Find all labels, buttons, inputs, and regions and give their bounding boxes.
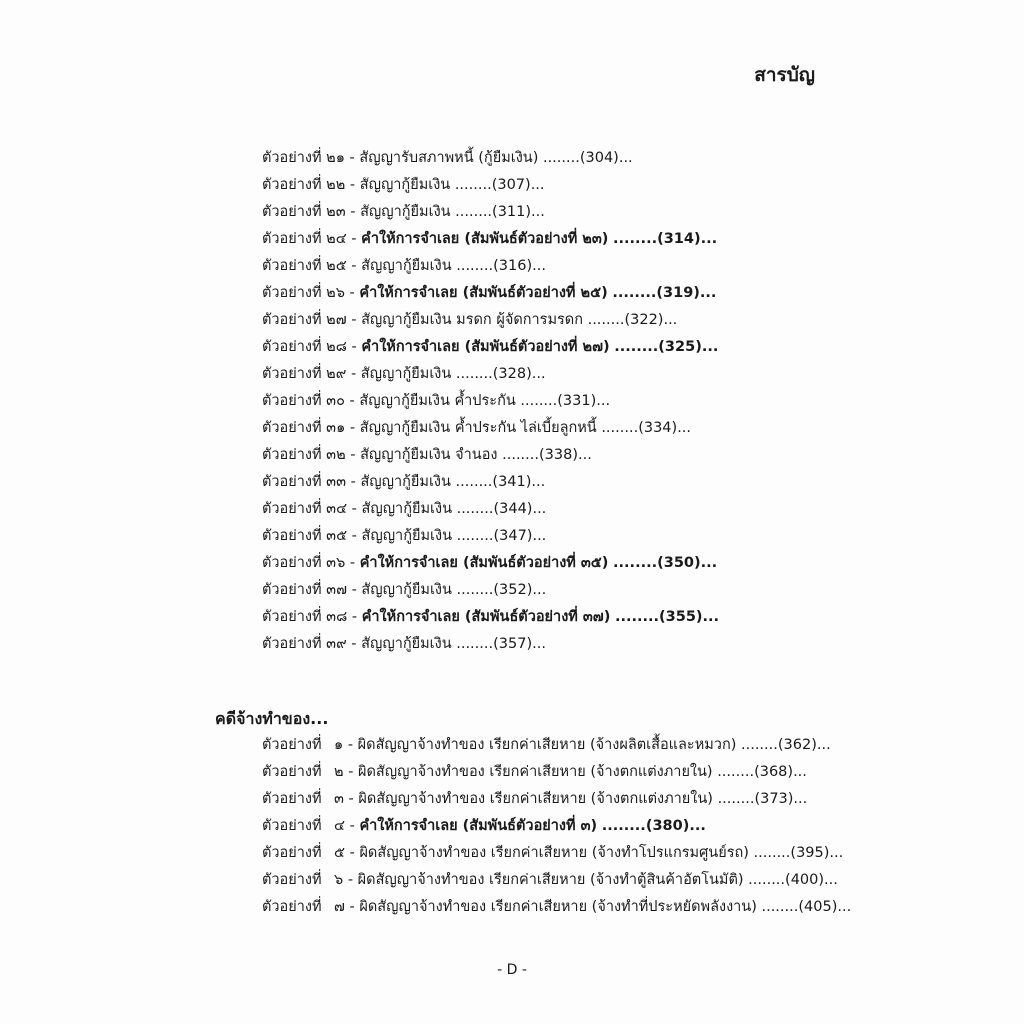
- entry-title: คำให้การจำเลย (สัมพันธ์ตัวอย่างที่ ๒๓): [361, 231, 609, 247]
- leader-dots: ........: [612, 285, 657, 301]
- page-ref: (368)...: [754, 764, 807, 780]
- toc-entry: ตัวอย่างที่ ๓๙ - สัญญากู้ยืมเงิน ........(357)...: [262, 636, 546, 652]
- leader-dots: ........: [741, 737, 778, 753]
- entry-title: ผิดสัญญาจ้างทำของ เรียกค่าเสียหาย (จ้างตกแต่งภายใน): [358, 764, 713, 780]
- entry-page: [455, 204, 545, 220]
- leader-dots: ........: [454, 177, 492, 193]
- entry-label: ตัวอย่างที่ ๒๓: [262, 204, 346, 220]
- entry-title: สัญญากู้ยืมเงิน: [361, 501, 452, 517]
- leader-dots: ........: [542, 150, 580, 166]
- entry-label: ตัวอย่างที่ ๓๔: [262, 501, 348, 517]
- entry-page: [718, 791, 808, 807]
- leader-dots: ........: [456, 582, 494, 598]
- page-number: - D -: [497, 962, 527, 978]
- entry-label: ตัวอย่างที่: [262, 764, 322, 780]
- toc-entry: ตัวอย่างที่ ๒๓ - สัญญากู้ยืมเงิน ........(311)...: [262, 204, 545, 220]
- leader-dots: ........: [753, 845, 791, 861]
- entry-number: ๔: [334, 818, 345, 834]
- toc-entry: ตัวอย่างที่ ๒๘ - คำให้การจำเลย (สัมพันธ์ตัวอย่างที่ ๒๗) ........(325)...: [262, 339, 719, 355]
- entry-page: [456, 474, 546, 490]
- leader-dots: ........: [748, 872, 786, 888]
- toc-entry: ตัวอย่างที่ ๒ - ผิดสัญญาจ้างทำของ เรียกค่าเสียหาย (จ้างตกแต่งภายใน) ........(368)...: [262, 764, 807, 780]
- entry-label: ตัวอย่างที่: [262, 791, 322, 807]
- entry-label: ตัวอย่างที่ ๒๕: [262, 258, 347, 274]
- toc-entry: ตัวอย่างที่ ๒๖ - คำให้การจำเลย (สัมพันธ์ตัวอย่างที่ ๒๕) ........(319)...: [262, 285, 717, 301]
- entry-page: [613, 231, 717, 247]
- entry-title: สัญญากู้ยืมเงิน มรดก ผู้จัดการมรดก: [361, 312, 583, 328]
- page-ref: (314)...: [657, 231, 718, 247]
- page-ref: (355)...: [659, 609, 720, 625]
- toc-entry: ตัวอย่างที่ ๓๑ - สัญญากู้ยืมเงิน ค้ำประกัน ไล่เบี้ยลูกหนี้ ........(334)...: [262, 420, 692, 436]
- toc-entry: ตัวอย่างที่ ๓๗ - สัญญากู้ยืมเงิน ........(352)...: [262, 582, 547, 598]
- toc-entry: ตัวอย่างที่ ๓๖ - คำให้การจำเลย (สัมพันธ์ตัวอย่างที่ ๓๕) ........(350)...: [262, 555, 718, 571]
- entry-label: ตัวอย่างที่: [262, 818, 322, 834]
- page-ref: (373)...: [754, 791, 808, 807]
- entry-title: สัญญากู้ยืมเงิน จำนอง: [360, 447, 498, 463]
- leader-dots: ........: [613, 231, 658, 247]
- entry-page: [456, 258, 546, 274]
- leader-dots: ........: [717, 791, 755, 807]
- entry-title: สัญญารับสภาพหนี้ (กู้ยืมเงิน): [359, 150, 539, 166]
- leader-dots: ........: [717, 764, 755, 780]
- page-ref: (338)...: [539, 447, 592, 463]
- toc-entry: ตัวอย่างที่ ๑ - ผิดสัญญาจ้างทำของ เรียกค่าเสียหาย (จ้างผลิตเสื้อและหมวก) ........(362)...: [262, 737, 831, 753]
- entry-label: ตัวอย่างที่ ๓๑: [262, 420, 346, 436]
- entry-number: ๑: [334, 737, 344, 753]
- toc-entry: ตัวอย่างที่ ๒๑ - สัญญารับสภาพหนี้ (กู้ยืมเงิน) ........(304)...: [262, 150, 633, 166]
- toc-list-hire-of-work: [262, 735, 851, 924]
- leader-dots: ........: [587, 312, 625, 328]
- entry-title: คำให้การจำเลย (สัมพันธ์ตัวอย่างที่ ๓): [359, 818, 598, 834]
- entry-page: [748, 872, 838, 888]
- page-ref: (400)...: [785, 872, 838, 888]
- leader-dots: ........: [456, 528, 494, 544]
- toc-entry: ตัวอย่างที่ ๓ - ผิดสัญญาจ้างทำของ เรียกค่าเสียหาย (จ้างตกแต่งภายใน) ........(373)...: [262, 791, 808, 807]
- entry-title: สัญญากู้ยืมเงิน: [361, 528, 452, 544]
- entry-label: ตัวอย่างที่ ๓๐: [262, 393, 345, 409]
- section-heading: คดีจ้างทำของ...: [215, 709, 329, 728]
- page-ref: (341)...: [492, 474, 546, 490]
- leader-dots: ........: [614, 609, 660, 625]
- page-ref: (344)...: [493, 501, 547, 517]
- page-ref: (316)...: [493, 258, 546, 274]
- leader-dots: ........: [761, 899, 799, 915]
- toc-entry: ตัวอย่างที่ ๒๗ - สัญญากู้ยืมเงิน มรดก ผู้จัดการมรดก ........(322)...: [262, 312, 678, 328]
- toc-entry: ตัวอย่างที่ ๒๒ - สัญญากู้ยืมเงิน ........(307)...: [262, 177, 545, 193]
- leader-dots: ........: [456, 501, 494, 517]
- leader-dots: ........: [455, 204, 493, 220]
- entry-label: ตัวอย่างที่ ๓๙: [262, 636, 347, 652]
- entry-title: สัญญากู้ยืมเงิน: [361, 258, 452, 274]
- entry-page: [741, 737, 831, 753]
- entry-title: สัญญากู้ยืมเงิน ค้ำประกัน ไล่เบี้ยลูกหนี้: [359, 420, 597, 436]
- page-ref: (405)...: [798, 899, 852, 915]
- page-ref: (395)...: [790, 845, 844, 861]
- entry-page: [455, 177, 545, 193]
- entry-number: ๖: [334, 872, 344, 888]
- leader-dots: ........: [601, 420, 639, 436]
- entry-page: [502, 447, 592, 463]
- entry-label: ตัวอย่างที่ ๒๗: [262, 312, 347, 328]
- toc-entry: ตัวอย่างที่ ๒๕ - สัญญากู้ยืมเงิน ........(316)...: [262, 258, 546, 274]
- toc-entry: ตัวอย่างที่ ๒๔ - คำให้การจำเลย (สัมพันธ์ตัวอย่างที่ ๒๓) ........(314)...: [262, 231, 718, 247]
- page-ref: (357)...: [493, 636, 546, 652]
- page-ref: (322)...: [624, 312, 678, 328]
- entry-label: ตัวอย่างที่ ๒๑: [262, 150, 345, 166]
- entry-title: คำให้การจำเลย (สัมพันธ์ตัวอย่างที่ ๓๕): [359, 555, 609, 571]
- page-ref: (350)...: [657, 555, 718, 571]
- toc-entry: ตัวอย่างที่ ๓๓ - สัญญากู้ยืมเงิน ........(341)...: [262, 474, 546, 490]
- leader-dots: ........: [455, 366, 493, 382]
- entry-page: [456, 366, 546, 382]
- leader-dots: ........: [520, 393, 558, 409]
- page-ref: (380)...: [645, 818, 706, 834]
- entry-title: สัญญากู้ยืมเงิน: [360, 474, 451, 490]
- toc-list-loans: [262, 148, 719, 661]
- leader-dots: ........: [456, 258, 494, 274]
- entry-label: ตัวอย่างที่ ๒๔: [262, 231, 347, 247]
- toc-entry: ตัวอย่างที่ ๒๙ - สัญญากู้ยืมเงิน ........(328)...: [262, 366, 546, 382]
- page-ref: (362)...: [777, 737, 831, 753]
- toc-entry: ตัวอย่างที่ ๔ - คำให้การจำเลย (สัมพันธ์ตัวอย่างที่ ๓) ........(380)...: [262, 818, 706, 834]
- entry-label: ตัวอย่างที่ ๒๒: [262, 177, 346, 193]
- entry-page: [761, 899, 851, 915]
- toc-entry: ตัวอย่างที่ ๕ - ผิดสัญญาจ้างทำของ เรียกค่าเสียหาย (จ้างทำโปรแกรมศูนย์รถ) ........(395)...: [262, 845, 844, 861]
- entry-page: [457, 501, 547, 517]
- entry-number: ๕: [334, 845, 345, 861]
- entry-label: ตัวอย่างที่ ๓๒: [262, 447, 346, 463]
- page-ref: (331)...: [557, 393, 611, 409]
- entry-number: ๗: [334, 899, 345, 915]
- entry-page: [614, 339, 718, 355]
- entry-title: สัญญากู้ยืมเงิน: [361, 636, 452, 652]
- page-ref: (311)...: [492, 204, 545, 220]
- entry-page: [613, 555, 717, 571]
- toc-entry: ตัวอย่างที่ ๓๐ - สัญญากู้ยืมเงิน ค้ำประกัน ........(331)...: [262, 393, 611, 409]
- entry-title: ผิดสัญญาจ้างทำของ เรียกค่าเสียหาย (จ้างทำตู้สินค้าอัตโนมัติ): [357, 872, 744, 888]
- leader-dots: ........: [614, 339, 659, 355]
- entry-label: ตัวอย่างที่ ๒๖: [262, 285, 345, 301]
- toc-entry: ตัวอย่างที่ ๗ - ผิดสัญญาจ้างทำของ เรียกค่าเสียหาย (จ้างทำที่ประหยัดพลังงาน) ........(405)...: [262, 899, 852, 915]
- entry-title: ผิดสัญญาจ้างทำของ เรียกค่าเสียหาย (จ้างผลิตเสื้อและหมวก): [357, 737, 737, 753]
- entry-label: ตัวอย่างที่: [262, 899, 322, 915]
- entry-label: ตัวอย่างที่: [262, 872, 322, 888]
- toc-entry: ตัวอย่างที่ ๓๔ - สัญญากู้ยืมเงิน ........(344)...: [262, 501, 547, 517]
- leader-dots: ........: [456, 636, 494, 652]
- entry-page: [601, 420, 691, 436]
- entry-page: [754, 845, 844, 861]
- entry-label: ตัวอย่างที่ ๒๘: [262, 339, 347, 355]
- entry-label: ตัวอย่างที่ ๓๖: [262, 555, 346, 571]
- entry-page: [457, 528, 547, 544]
- leader-dots: ........: [502, 447, 539, 463]
- entry-label: ตัวอย่างที่ ๒๙: [262, 366, 347, 382]
- entry-title: สัญญากู้ยืมเงิน: [360, 204, 451, 220]
- toc-entry: ตัวอย่างที่ ๖ - ผิดสัญญาจ้างทำของ เรียกค่าเสียหาย (จ้างทำตู้สินค้าอัตโนมัติ) ........(400)...: [262, 872, 838, 888]
- page-ref: (325)...: [658, 339, 719, 355]
- entry-page: [456, 636, 546, 652]
- entry-label: ตัวอย่างที่ ๓๘: [262, 609, 348, 625]
- entry-title: ผิดสัญญาจ้างทำของ เรียกค่าเสียหาย (จ้างตกแต่งภายใน): [358, 791, 713, 807]
- entry-page: [457, 582, 547, 598]
- entry-page: [602, 818, 706, 834]
- entry-title: ผิดสัญญาจ้างทำของ เรียกค่าเสียหาย (จ้างทำที่ประหยัดพลังงาน): [359, 899, 757, 915]
- toc-entry: ตัวอย่างที่ ๓๕ - สัญญากู้ยืมเงิน ........(347)...: [262, 528, 547, 544]
- entry-number: ๒: [334, 764, 344, 780]
- entry-title: สัญญากู้ยืมเงิน ค้ำประกัน: [359, 393, 516, 409]
- page-ref: (307)...: [491, 177, 545, 193]
- entry-title: คำให้การจำเลย (สัมพันธ์ตัวอย่างที่ ๒๕): [359, 285, 608, 301]
- page-title: สารบัญ: [754, 64, 815, 86]
- toc-entry: ตัวอย่างที่ ๓๘ - คำให้การจำเลย (สัมพันธ์ตัวอย่างที่ ๓๗) ........(355)...: [262, 609, 720, 625]
- entry-page: [543, 150, 633, 166]
- entry-page: [520, 393, 610, 409]
- page-ref: (334)...: [638, 420, 692, 436]
- entry-page: [615, 609, 719, 625]
- entry-title: สัญญากู้ยืมเงิน: [361, 582, 452, 598]
- entry-title: สัญญากู้ยืมเงิน: [359, 177, 451, 193]
- entry-label: ตัวอย่างที่ ๓๕: [262, 528, 348, 544]
- entry-page: [717, 764, 807, 780]
- page-ref: (352)...: [493, 582, 547, 598]
- entry-label: ตัวอย่างที่ ๓๓: [262, 474, 346, 490]
- entry-page: [612, 285, 716, 301]
- toc-entry: ตัวอย่างที่ ๓๒ - สัญญากู้ยืมเงิน จำนอง ........(338)...: [262, 447, 592, 463]
- page-ref: (347)...: [493, 528, 547, 544]
- entry-label: ตัวอย่างที่: [262, 737, 322, 753]
- entry-title: ผิดสัญญาจ้างทำของ เรียกค่าเสียหาย (จ้างทำโปรแกรมศูนย์รถ): [359, 845, 749, 861]
- entry-title: คำให้การจำเลย (สัมพันธ์ตัวอย่างที่ ๓๗): [361, 609, 611, 625]
- entry-label: ตัวอย่างที่: [262, 845, 322, 861]
- entry-label: ตัวอย่างที่ ๓๗: [262, 582, 347, 598]
- entry-page: [588, 312, 678, 328]
- page-ref: (304)...: [579, 150, 633, 166]
- leader-dots: ........: [613, 555, 658, 571]
- leader-dots: ........: [455, 474, 493, 490]
- entry-title: สัญญากู้ยืมเงิน: [360, 366, 452, 382]
- page-ref: (328)...: [492, 366, 546, 382]
- entry-title: คำให้การจำเลย (สัมพันธ์ตัวอย่างที่ ๒๗): [361, 339, 610, 355]
- entry-number: ๓: [334, 791, 344, 807]
- leader-dots: ........: [601, 818, 646, 834]
- page-ref: (319)...: [656, 285, 717, 301]
